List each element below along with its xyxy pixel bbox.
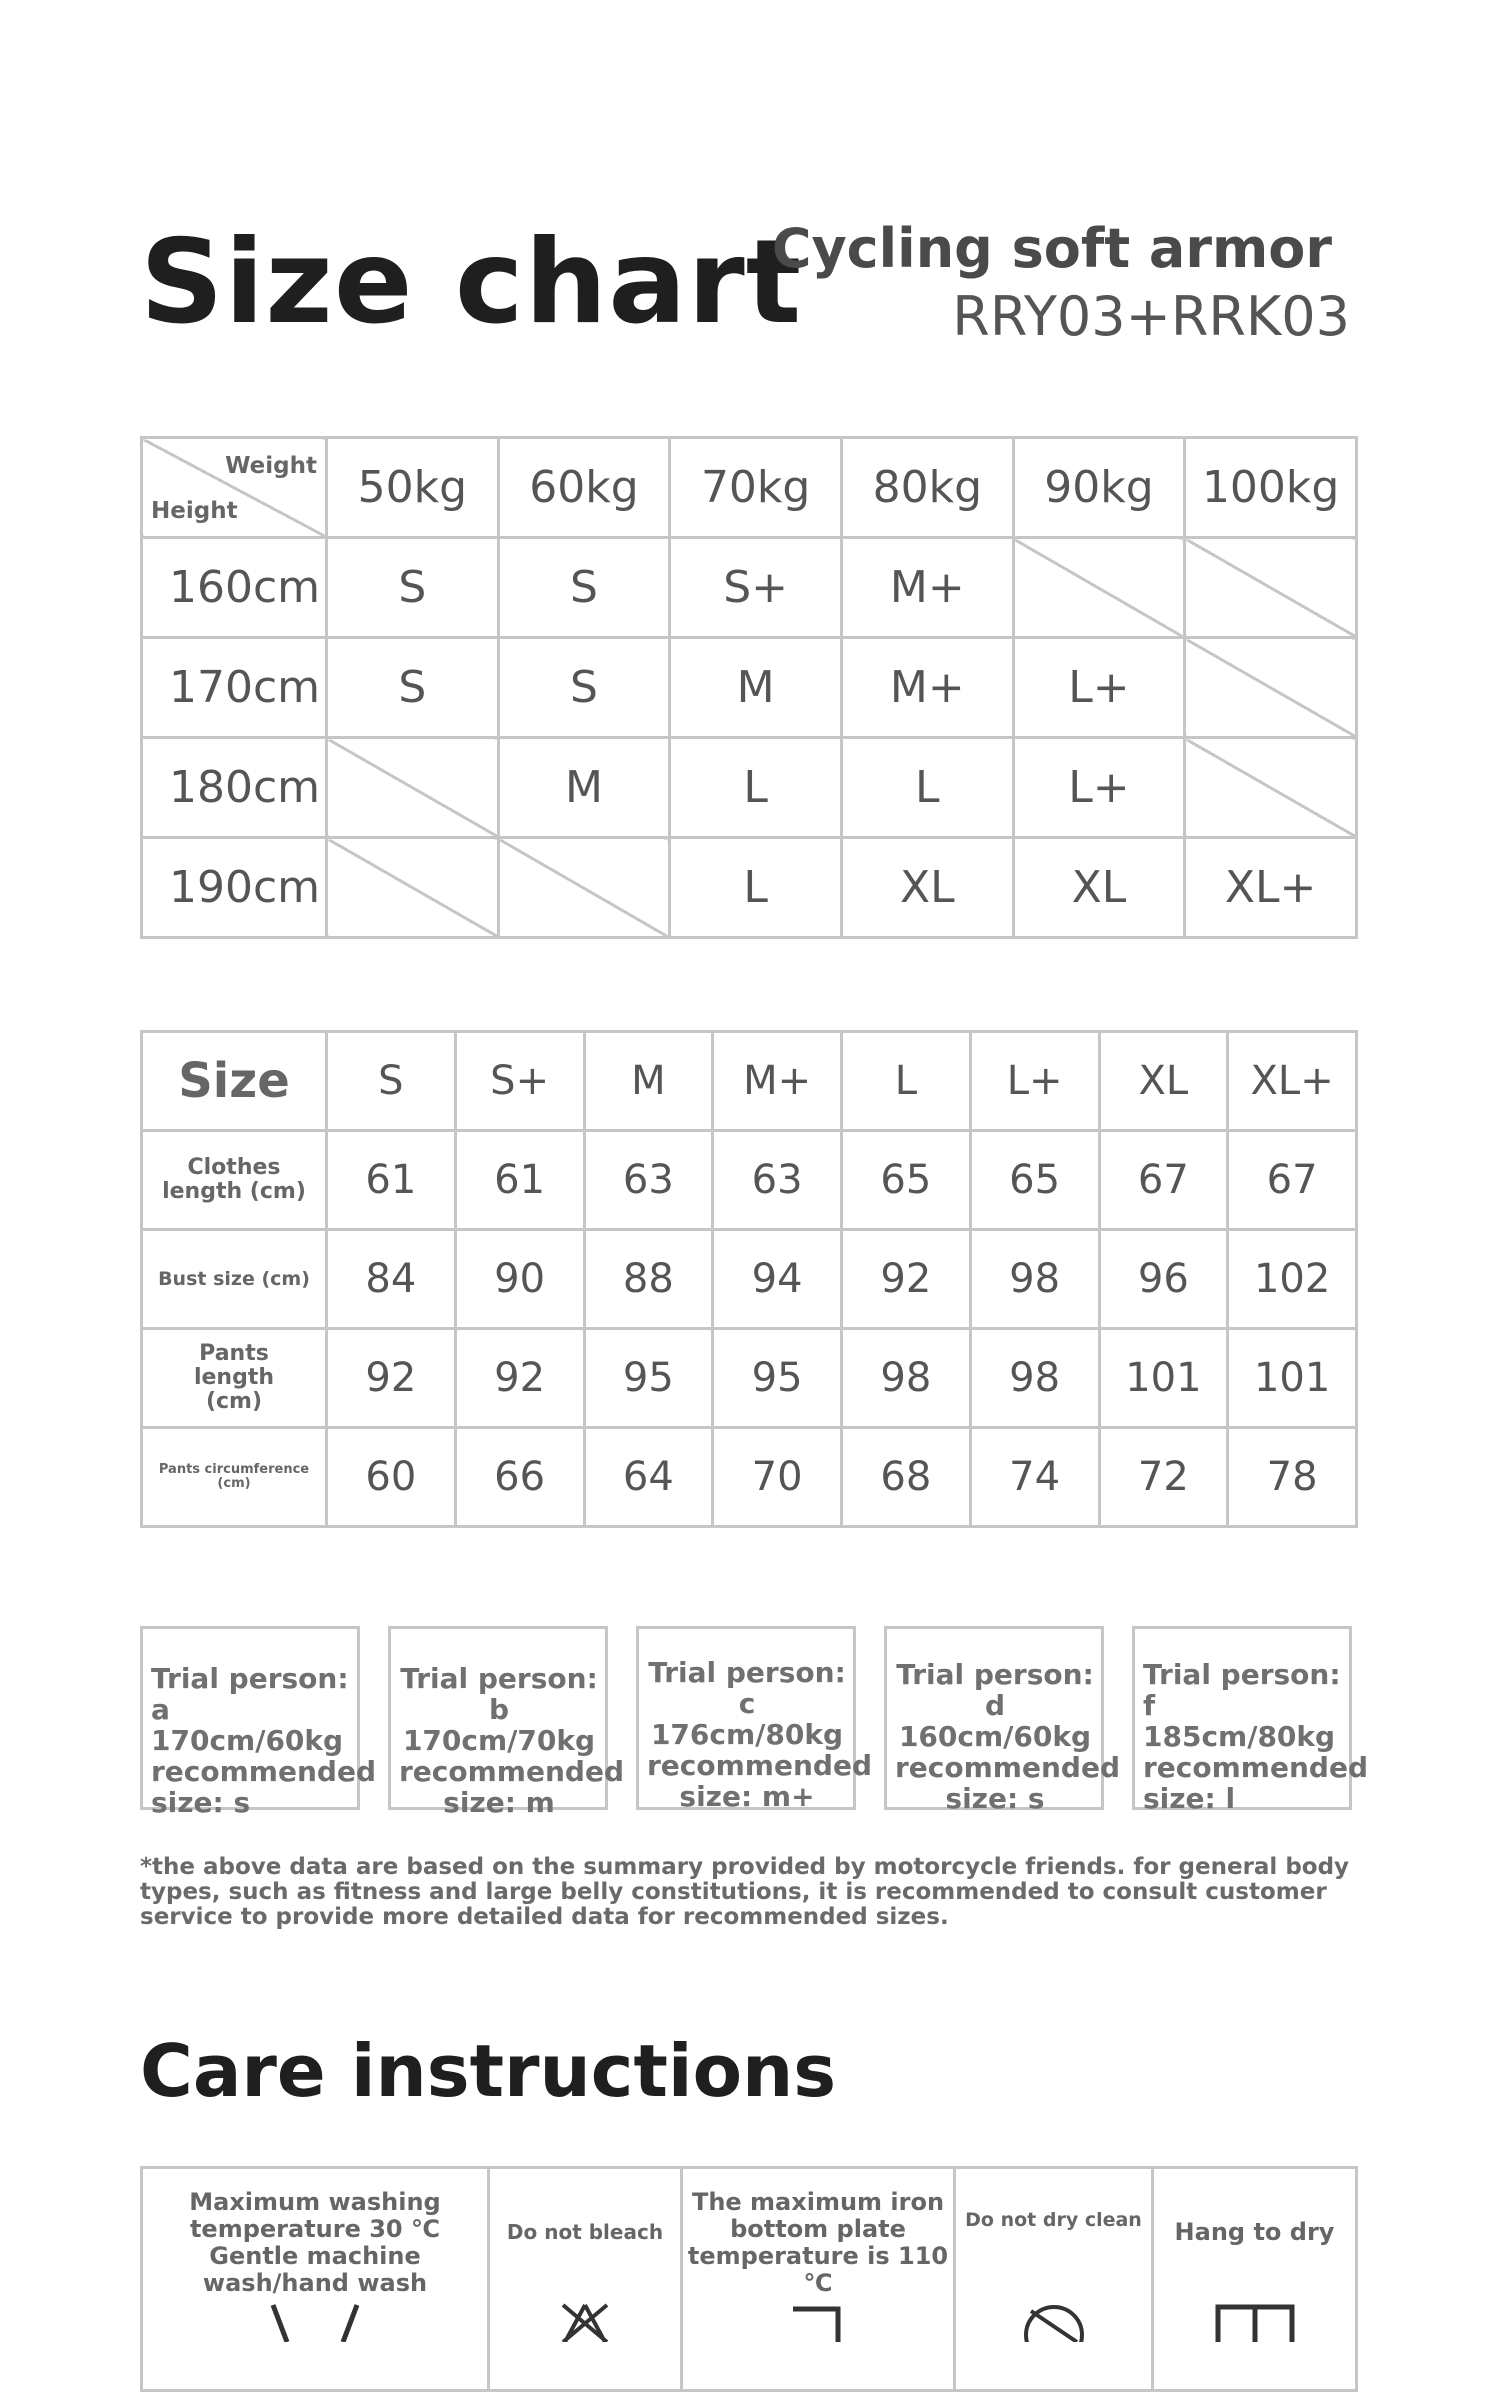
value-cell: 92 xyxy=(455,1329,584,1428)
value-cell: 66 xyxy=(455,1428,584,1527)
size-column-label: Size xyxy=(142,1032,327,1131)
size-cell: L xyxy=(841,738,1013,838)
value-cell: 68 xyxy=(842,1428,971,1527)
size-cell: S xyxy=(327,538,499,638)
value-cell: 67 xyxy=(1099,1131,1228,1230)
product-code: RRY03+RRK03 xyxy=(952,285,1350,348)
measurement-table xyxy=(140,1030,1358,1528)
value-cell: 95 xyxy=(584,1329,713,1428)
trial-person-card: Trial person: d 160cm/60kg recommended size: s xyxy=(884,1626,1104,1810)
size-cell: XL xyxy=(841,838,1013,938)
care-item-text: Do not bleach xyxy=(506,2220,664,2244)
care-item-washing xyxy=(142,2168,489,2391)
product-name: Cycling soft armor xyxy=(771,217,1332,280)
page-title: Size chart xyxy=(140,215,803,350)
care-item-hang-dry xyxy=(1153,2168,1357,2391)
care-instructions-title: Care instructions xyxy=(140,2029,837,2113)
trial-person-card: Trial person: c 176cm/80kg recommended size: m+ xyxy=(636,1626,856,1810)
height-label: 190cm xyxy=(142,838,327,938)
care-item-text: Maximum washing temperature 30 ℃ Gentle machine wash/hand wash xyxy=(189,2188,441,2297)
empty-size-cell xyxy=(327,838,499,938)
trial-person-card: Trial person: f 185cm/80kg recommended size: l xyxy=(1132,1626,1352,1810)
size-cell: S xyxy=(498,638,670,738)
no-dry-clean-icon xyxy=(1019,2297,1089,2342)
care-item-bleach xyxy=(489,2168,682,2391)
size-header: XL+ xyxy=(1228,1032,1357,1131)
height-row xyxy=(142,538,1357,638)
height-row xyxy=(142,838,1357,938)
value-cell: 84 xyxy=(327,1230,456,1329)
care-item-dry-clean xyxy=(955,2168,1153,2391)
value-cell: 101 xyxy=(1228,1329,1357,1428)
value-cell: 72 xyxy=(1099,1428,1228,1527)
value-cell: 65 xyxy=(970,1131,1099,1230)
value-cell: 88 xyxy=(584,1230,713,1329)
height-label: 170cm xyxy=(142,638,327,738)
value-cell: 61 xyxy=(455,1131,584,1230)
trial-person-card: Trial person: a 170cm/60kg recommended size: s xyxy=(140,1626,360,1810)
empty-size-cell xyxy=(1185,538,1357,638)
value-cell: 65 xyxy=(842,1131,971,1230)
size-header: M+ xyxy=(713,1032,842,1131)
size-header: M xyxy=(584,1032,713,1131)
empty-size-cell xyxy=(1185,638,1357,738)
value-cell: 90 xyxy=(455,1230,584,1329)
height-row xyxy=(142,638,1357,738)
weight-header: 60kg xyxy=(498,438,670,538)
row-label: Pants length (cm) xyxy=(142,1329,327,1428)
height-label: 180cm xyxy=(142,738,327,838)
size-cell: S+ xyxy=(670,538,842,638)
trial-persons xyxy=(140,1626,1368,1819)
value-cell: 92 xyxy=(842,1230,971,1329)
value-cell: 64 xyxy=(584,1428,713,1527)
corner-header-cell xyxy=(142,438,327,538)
row-label: Pants circumference (cm) xyxy=(142,1428,327,1527)
size-cell: L+ xyxy=(1013,638,1185,738)
measurement-row-pants-circumference xyxy=(142,1428,1357,1527)
value-cell: 63 xyxy=(584,1131,713,1230)
trial-person-card: Trial person: b 170cm/70kg recommended size: m xyxy=(388,1626,608,1810)
size-header: S xyxy=(327,1032,456,1131)
care-item-text: The maximum iron bottom plate temperature is 110 ℃ xyxy=(687,2188,949,2297)
weight-header: 80kg xyxy=(841,438,1013,538)
value-cell: 60 xyxy=(327,1428,456,1527)
size-cell: M xyxy=(670,638,842,738)
height-weight-size-table xyxy=(140,436,1358,939)
iron-icon xyxy=(783,2297,853,2342)
value-cell: 92 xyxy=(327,1329,456,1428)
empty-size-cell xyxy=(327,738,499,838)
care-instructions-table xyxy=(140,2166,1358,2392)
size-cell: XL+ xyxy=(1185,838,1357,938)
empty-size-cell xyxy=(1185,738,1357,838)
measurement-row-pants-length xyxy=(142,1329,1357,1428)
empty-size-cell xyxy=(498,838,670,938)
row-label: Bust size (cm) xyxy=(142,1230,327,1329)
value-cell: 78 xyxy=(1228,1428,1357,1527)
value-cell: 94 xyxy=(713,1230,842,1329)
size-cell: M xyxy=(498,738,670,838)
weight-header: 70kg xyxy=(670,438,842,538)
care-item-text: Hang to dry xyxy=(1174,2218,1335,2246)
value-cell: 102 xyxy=(1228,1230,1357,1329)
hang-dry-icon xyxy=(1210,2297,1300,2342)
measurement-row-clothes-length xyxy=(142,1131,1357,1230)
size-cell: L+ xyxy=(1013,738,1185,838)
value-cell: 67 xyxy=(1228,1131,1357,1230)
size-cell: XL xyxy=(1013,838,1185,938)
sizing-disclaimer-note: *the above data are based on the summary provided by motorcycle friends. for general body types, such as fitness and large belly constitutions, it is recommended to consult customer service to provide more detailed data for recommended sizes. xyxy=(140,1854,1350,1930)
value-cell: 95 xyxy=(713,1329,842,1428)
size-cell: M+ xyxy=(841,538,1013,638)
value-cell: 61 xyxy=(327,1131,456,1230)
care-item-text: Do not dry clean xyxy=(965,2209,1142,2231)
weight-axis-label: Weight xyxy=(225,453,317,479)
no-bleach-icon xyxy=(555,2297,615,2342)
size-header: XL xyxy=(1099,1032,1228,1131)
value-cell: 101 xyxy=(1099,1329,1228,1428)
empty-size-cell xyxy=(1013,538,1185,638)
value-cell: 96 xyxy=(1099,1230,1228,1329)
value-cell: 63 xyxy=(713,1131,842,1230)
care-row xyxy=(142,2168,1357,2391)
height-row xyxy=(142,738,1357,838)
row-label: Clothes length (cm) xyxy=(142,1131,327,1230)
height-axis-label: Height xyxy=(151,498,238,524)
value-cell: 70 xyxy=(713,1428,842,1527)
size-cell: L xyxy=(670,838,842,938)
weight-header: 90kg xyxy=(1013,438,1185,538)
size-cell: S xyxy=(327,638,499,738)
value-cell: 98 xyxy=(970,1230,1099,1329)
wash-tub-icon xyxy=(265,2297,365,2342)
weight-header: 50kg xyxy=(327,438,499,538)
care-item-iron xyxy=(682,2168,955,2391)
measurement-row-bust-size xyxy=(142,1230,1357,1329)
weight-header: 100kg xyxy=(1185,438,1357,538)
height-label: 160cm xyxy=(142,538,327,638)
size-header: L xyxy=(842,1032,971,1131)
size-header: S+ xyxy=(455,1032,584,1131)
size-cell: S xyxy=(498,538,670,638)
value-cell: 98 xyxy=(842,1329,971,1428)
value-cell: 74 xyxy=(970,1428,1099,1527)
size-header-row xyxy=(142,1032,1357,1131)
value-cell: 98 xyxy=(970,1329,1099,1428)
size-header: L+ xyxy=(970,1032,1099,1131)
weight-header-row xyxy=(142,438,1357,538)
size-cell: L xyxy=(670,738,842,838)
size-cell: M+ xyxy=(841,638,1013,738)
